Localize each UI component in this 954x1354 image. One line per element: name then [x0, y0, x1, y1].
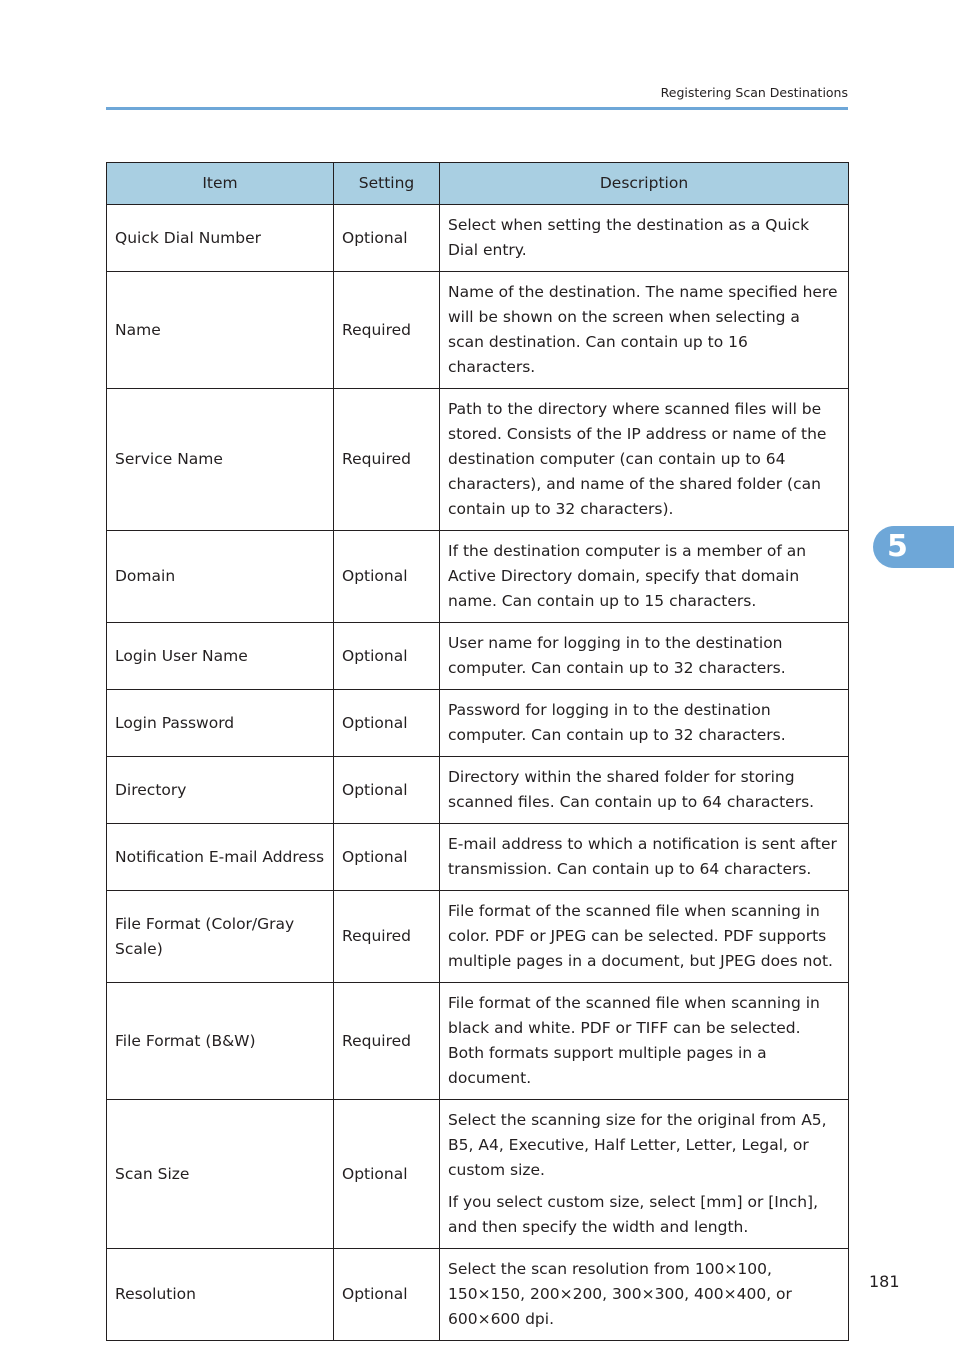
table-row: [107, 891, 849, 983]
cell-item: Login User Name: [107, 623, 334, 690]
cell-item: File Format (Color/Gray Scale): [107, 891, 334, 983]
cell-setting: Optional: [334, 824, 440, 891]
cell-description: [440, 531, 849, 623]
description-text: If the destination computer is a member of an Active Directory domain, specify that domain name. Can contain up to 15 characters.: [448, 542, 807, 610]
column-header-setting: Setting: [334, 163, 440, 205]
cell-item: Login Password: [107, 690, 334, 757]
table-row: [107, 690, 849, 757]
table-header-row: [107, 163, 849, 205]
table-row: [107, 272, 849, 389]
cell-item: Domain: [107, 531, 334, 623]
cell-setting: Optional: [334, 205, 440, 272]
cell-description: [440, 824, 849, 891]
description-text: If you select custom size, select [mm] or [Inch], and then specify the width and length.: [448, 1193, 819, 1236]
description-text: Name of the destination. The name specified here will be shown on the screen when selecting a scan destination. Can contain up to 16 characters.: [448, 283, 838, 376]
description-text: Password for logging in to the destination computer. Can contain up to 32 characters.: [448, 701, 786, 744]
description-text: Select the scanning size for the original from A5, B5, A4, Executive, Half Letter, Letter, Legal, or custom size.: [448, 1111, 827, 1179]
cell-item: Directory: [107, 757, 334, 824]
cell-item: File Format (B&W): [107, 983, 334, 1100]
column-header-description: Description: [440, 163, 849, 205]
cell-setting: Optional: [334, 757, 440, 824]
column-header-item: Item: [107, 163, 334, 205]
cell-description: [440, 1249, 849, 1341]
table-row: [107, 757, 849, 824]
chapter-number: 5: [887, 529, 908, 564]
table-row: [107, 1249, 849, 1341]
description-text: E-mail address to which a notification is sent after transmission. Can contain up to 64 characters.: [448, 835, 837, 878]
table-row: [107, 205, 849, 272]
cell-item: Scan Size: [107, 1100, 334, 1249]
cell-description: [440, 623, 849, 690]
description-text: Select when setting the destination as a Quick Dial entry.: [448, 216, 810, 259]
cell-description: [440, 272, 849, 389]
table-row: [107, 531, 849, 623]
cell-item: Resolution: [107, 1249, 334, 1341]
description-text: Path to the directory where scanned files will be stored. Consists of the IP address or name of the destination computer (can contain up to 64 characters), and name of the shared folder (can contain up to 32 characters).: [448, 400, 827, 518]
header-rule: [106, 107, 848, 110]
table-row: [107, 824, 849, 891]
description-text: File format of the scanned file when scanning in black and white. PDF or TIFF can be selected. Both formats support multiple pages in a document.: [448, 994, 820, 1087]
cell-description: [440, 757, 849, 824]
cell-setting: Optional: [334, 1100, 440, 1249]
cell-setting: Required: [334, 983, 440, 1100]
cell-item: Quick Dial Number: [107, 205, 334, 272]
cell-setting: Required: [334, 272, 440, 389]
cell-setting: Optional: [334, 531, 440, 623]
cell-description: [440, 690, 849, 757]
table-row: [107, 623, 849, 690]
description-text: Directory within the shared folder for storing scanned files. Can contain up to 64 characters.: [448, 768, 815, 811]
cell-setting: Optional: [334, 690, 440, 757]
cell-description: [440, 389, 849, 531]
cell-description: [440, 891, 849, 983]
page-number: 181: [869, 1272, 900, 1291]
table-row: [107, 389, 849, 531]
scan-destination-settings-table: [106, 162, 849, 1341]
cell-setting: Required: [334, 389, 440, 531]
cell-description: [440, 983, 849, 1100]
chapter-tab: [873, 526, 954, 568]
description-text: User name for logging in to the destination computer. Can contain up to 32 characters.: [448, 634, 786, 677]
cell-item: Name: [107, 272, 334, 389]
cell-item: Service Name: [107, 389, 334, 531]
cell-setting: Optional: [334, 623, 440, 690]
cell-description: [440, 205, 849, 272]
description-text: Select the scan resolution from 100×100, 150×150, 200×200, 300×300, 400×400, or 600×600 dpi.: [448, 1260, 792, 1328]
running-header-title: Registering Scan Destinations: [660, 85, 848, 100]
table-row: [107, 983, 849, 1100]
cell-item: Notification E-mail Address: [107, 824, 334, 891]
cell-description: [440, 1100, 849, 1249]
cell-setting: Required: [334, 891, 440, 983]
table-row: [107, 1100, 849, 1249]
cell-setting: Optional: [334, 1249, 440, 1341]
description-text: File format of the scanned file when scanning in color. PDF or JPEG can be selected. PDF supports multiple pages in a document, but JPEG does not.: [448, 902, 833, 970]
